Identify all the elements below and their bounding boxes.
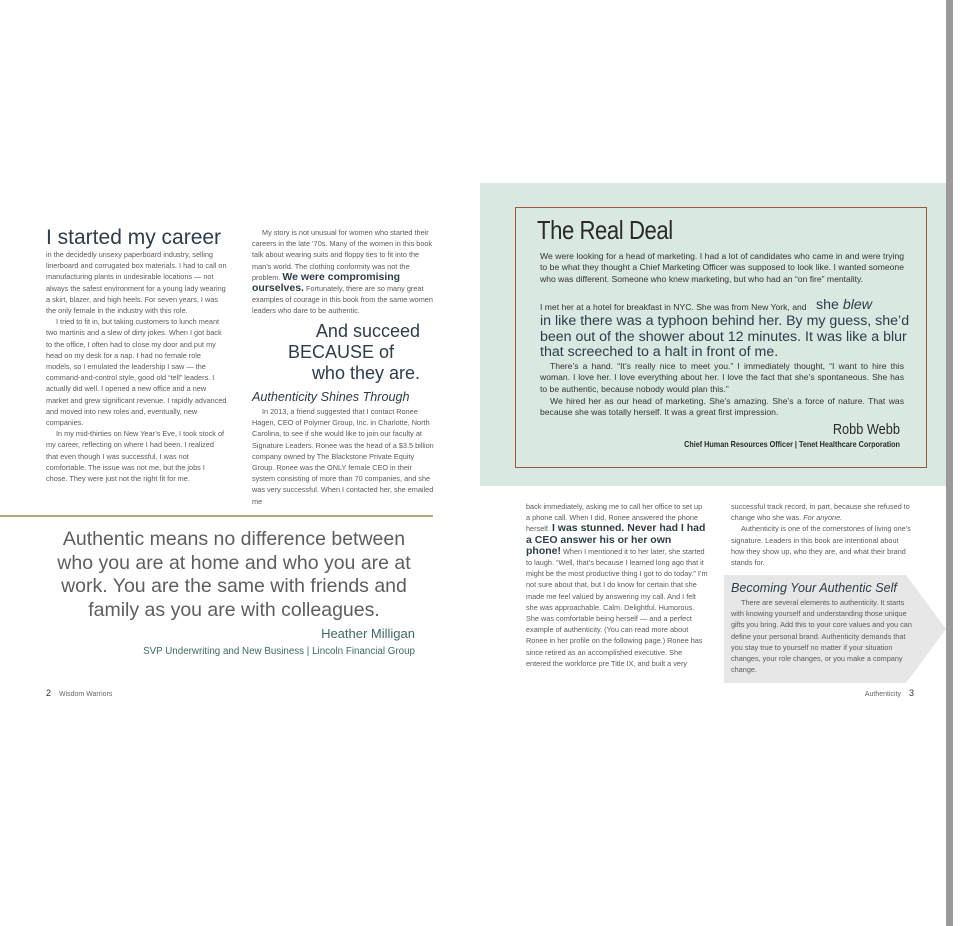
paragraph: I tried to fit in, but taking customers to lunch meant two martinis and a slew of dirty jokes. When I got back to the office, I often had to close my door and put my head on my desk for a nap. I had no female role models, so I emulated the leadership I saw — the command-and-control style, good old “tell” leaders. I actually did well. I opened a new office and a new market and grew significant revenue. I rapidly advanced and moved into new roles and, eventually, new companies. [46,317,227,428]
section-heading: Authenticity Shines Through [252,390,410,404]
left-column-2-top [252,227,434,317]
page-number: 2 [46,688,52,698]
featured-quote-author: Heather Milligan [321,626,415,641]
sidebar-paragraph-3-text: There’s a hand. “It’s really nice to meet you.” I immediately thought, “I want to hire this woman. I love her. I love everything about her. I love the fact that she’s spontaneous. She has to be authentic, because nobody would plan this.” [540,361,904,394]
chapter-opening-heading: I started my career [46,226,222,249]
left-column-1 [46,249,228,484]
running-title: Authenticity [864,691,902,698]
featured-quote: Authentic means no difference between who you are at home and who you are at work. You are the same with friends and family as you are with colleagues. [57,528,411,621]
sidebar-paragraph-4 [540,396,904,419]
paragraph-text: back immediately, asking me to call her office to set up a phone call. When I did, Ronee answered the phone herself. [526,502,703,534]
right-folio [865,688,914,698]
sidebar-quote-em: blew [842,297,873,313]
sidebar-quote-start [540,298,910,314]
paragraph-text: successful track record, in part, because she refused to change who she was. [731,502,910,523]
left-folio [46,688,112,698]
paragraph: In 2013, a friend suggested that I contact Ronee Hagen, CEO of Polymer Group, Inc. in Charlotte, North Carolina, to see if she would like to join our faculty at Signature Leaders. Ronee was the head of a $3.5 billion company owned by The Blackstone Private Equity Group. Ronee was the ONLY female CEO in their system consisting of more than 70 companies, and she was very successful. When I contacted her, she emailed me [252,407,434,506]
pull-quote [252,321,420,384]
sidebar-paragraph-2-lead: I met her at a hotel for breakfast in NYC. She was from New York, and [540,302,807,312]
inline-highlight: We were compromising ourselves. [252,270,401,295]
paragraph-text: When I mentioned it to her later, she started to laugh. “Well, that’s because I learned long ago that it might be the most productive thing I got to do today.” I’m not sure about that, but I do know for certain that she made me feel valued by answering my call. And I felt she was approachable. Calm. Delightful. Humorous. She was comfortable being herself — and a perfect example of authenticity. (You can read more about Ronee in her profile on the following page.) Ronee has since retired as an accomplished executive. She entered the workforce pre Title IX, and built a very [526,546,708,668]
paragraph: In my mid-thirties on New Year’s Eve, I took stock of my career, reflecting on where I had been. I realized that even though I was successful, I was not comfortable. The issue was not me, but the jobs I chose. They were just not the right fit for me. [46,429,225,484]
sidebar-paragraph-1: We were looking for a head of marketing. I had a lot of candidates who came in and were trying to be what they thought a Chief Marketing Officer was supposed to look like. I wanted someone who was different. Someone who knew marketing, but who had an “on fire” mentality. [540,251,904,284]
paragraph: There are several elements to authenticity. It starts with knowing yourself and understanding those unique gifts you bring. Add this to your core values and you can define your personal brand. Authenticity demands that you stay true to yourself no matter if your situation changes, your role changes, or you make a company change. [731,598,912,675]
pull-quote-line: BECAUSE of [287,342,395,362]
pull-quote-line: And succeed [315,321,420,341]
emphasis-text: For anyone. [803,513,843,523]
featured-quote-role: SVP Underwriting and New Business | Lincoln Financial Group [143,646,415,657]
sidebar-author: Robb Webb [832,421,900,438]
paragraph: in the decidedly unsexy paperboard industry, selling linerboard and corrugated box materials. I had to call on manufacturing plants in undesirable locations — not always the safest environment for a young lady wearing a skirt, blazer, and high heels. For seven years, I was the only female in the industry with this role. [46,250,227,316]
sidebar-author-role: Chief Human Resources Officer | Tenet Healthcare Corporation [684,439,900,449]
sidebar-quote-a: she [816,297,839,313]
right-column-2-top [731,501,913,568]
inline-highlight: I was stunned. Never had I had a CEO answer his or her own phone! [526,522,706,557]
pull-quote-line: who they are. [311,363,420,383]
paragraph-text: My story is not unusual for women who started their careers in the late ’70s. Many of the women in this book talk about wearing suits and floppy ties to fit into the man’s world. The clothing conformity was not the problem. [252,228,433,282]
paragraph: Authenticity is one of the cornerstones of living one’s signature. Leaders in this book are intentional about how they show up, who they are, and what their brand stands for. [731,524,911,568]
callout-text [731,597,917,675]
sidebar-title: The Real Deal [537,215,673,245]
page-gutter-edge [946,0,953,926]
running-title: Wisdom Warriors [58,691,113,698]
divider-rule [0,515,433,517]
sidebar-paragraph-3 [540,361,904,395]
paragraph [731,501,913,523]
section-heading: Becoming Your Authentic Self [731,581,897,595]
page-number: 3 [908,688,914,698]
paragraph [252,227,434,317]
paragraph [526,501,708,669]
paragraph-text: Fortunately, there are so many great examples of courage in this book from the same women leaders who dare to be authentic. [252,284,433,316]
left-column-2-bottom [252,406,434,507]
sidebar-pull-quote: in like there was a typhoon behind her. By my guess, she’d been out of the shower about 12 minutes. It was like a blur that screeched to a halt in front of me. [540,313,910,361]
right-column-1 [526,501,708,669]
sidebar-paragraph-4-text: We hired her as our head of marketing. She’s amazing. She’s a force of nature. That was because she was totally herself. It was a great first impression. [540,396,904,418]
